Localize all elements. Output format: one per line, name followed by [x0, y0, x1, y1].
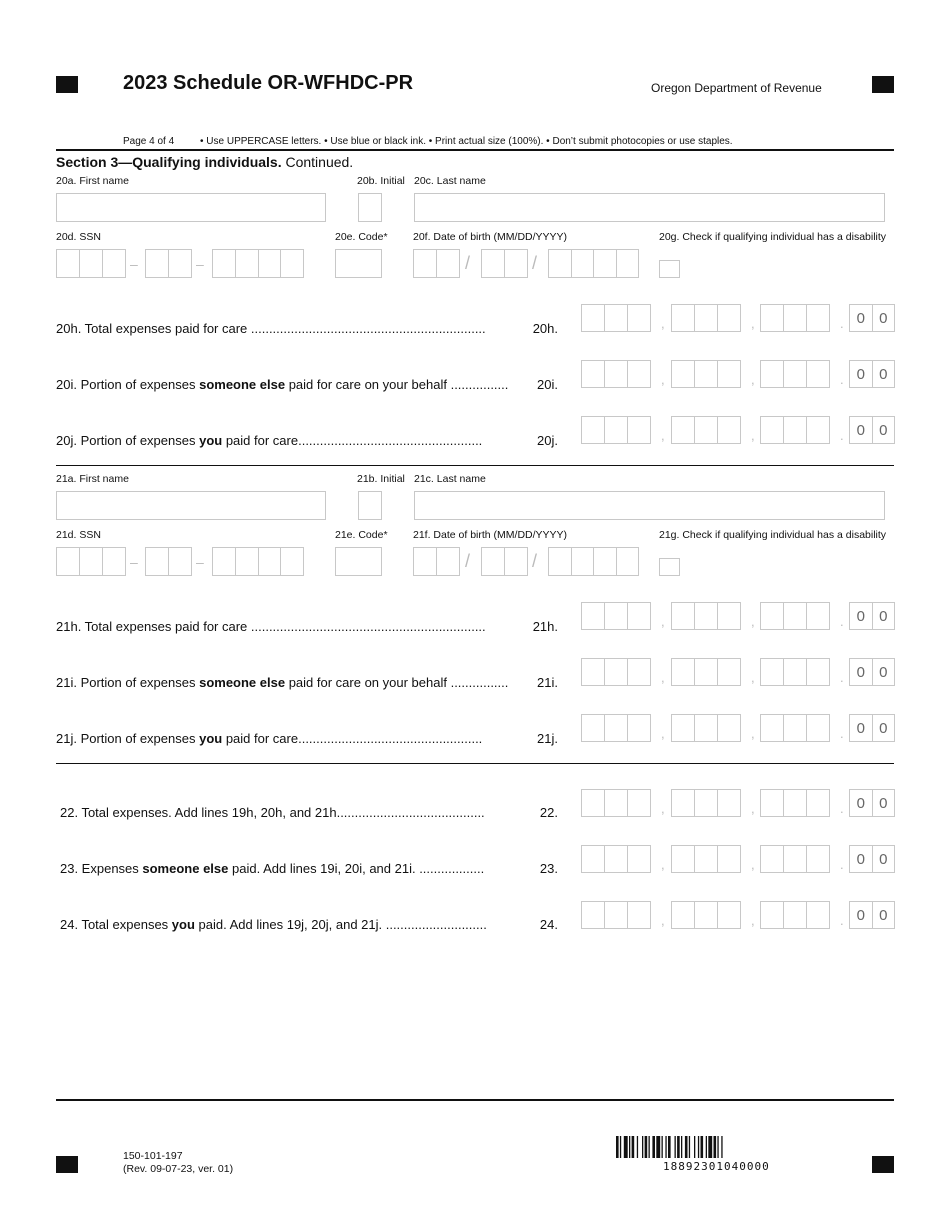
decimal-point: . — [840, 372, 844, 387]
line-24-label: 24. Total expenses you paid. Add lines 19j, 20j, and 21j. ............................ — [60, 917, 487, 932]
amount-digit-group[interactable] — [671, 901, 741, 929]
amount-digit-group[interactable] — [671, 360, 741, 388]
first-name-field[interactable] — [56, 491, 326, 520]
amount-digit-group[interactable] — [760, 304, 830, 332]
form-number: 150-101-197 — [123, 1150, 183, 1162]
decimal-point: . — [840, 857, 844, 872]
cents-digit: 0 — [850, 790, 873, 816]
ssn-field-part1[interactable] — [56, 547, 126, 576]
date-slash: / — [465, 253, 471, 273]
amount-digit-group[interactable] — [671, 602, 741, 630]
amount-digit-group[interactable] — [760, 416, 830, 444]
last-name-field[interactable] — [414, 491, 885, 520]
ssn-dash: – — [196, 256, 204, 272]
cents-digit: 0 — [879, 850, 888, 868]
last-name-label: 20c. Last name — [414, 175, 486, 187]
ssn-dash: – — [130, 554, 138, 570]
amount-digit-group[interactable] — [581, 789, 651, 817]
cents-digit: 0 — [850, 659, 873, 685]
thousands-separator: , — [661, 913, 665, 928]
last-name-field[interactable] — [414, 193, 885, 222]
date-slash: / — [532, 253, 538, 273]
barcode-bar — [665, 1136, 666, 1158]
divider — [56, 763, 894, 764]
cents-digit: 0 — [879, 906, 888, 924]
first-name-field[interactable] — [56, 193, 326, 222]
barcode-bar — [649, 1136, 650, 1158]
line-21h-label: 21h. Total expenses paid for care ................................................................. — [56, 619, 486, 634]
barcode-bar — [721, 1136, 722, 1158]
thousands-separator: , — [751, 857, 755, 872]
line-20h-label: 20h. Total expenses paid for care ................................................................. — [56, 321, 486, 336]
divider — [56, 465, 894, 466]
ssn-field-part3[interactable] — [212, 547, 304, 576]
amount-digit-group[interactable] — [671, 658, 741, 686]
barcode-number: 18892301040000 — [663, 1160, 770, 1173]
thousands-separator: , — [661, 372, 665, 387]
line-23-label: 23. Expenses someone else paid. Add lines 19i, 20i, and 21i. .................. — [60, 861, 485, 876]
barcode-bar — [708, 1136, 712, 1158]
header-rule — [56, 149, 894, 151]
registration-mark — [872, 1156, 894, 1173]
decimal-point: . — [840, 428, 844, 443]
thousands-separator: , — [661, 670, 665, 685]
amount-digit-group[interactable] — [760, 714, 830, 742]
barcode-bar — [662, 1136, 663, 1158]
cents-digit: 0 — [879, 309, 888, 327]
form-revision: (Rev. 09-07-23, ver. 01) — [123, 1163, 234, 1175]
thousands-separator: , — [751, 801, 755, 816]
amount-digit-group[interactable] — [581, 845, 651, 873]
amount-digit-group[interactable] — [760, 360, 830, 388]
page-number: Page 4 of 4 — [123, 136, 175, 147]
barcode-bar — [652, 1136, 655, 1158]
barcode-bar — [620, 1136, 621, 1158]
cents-field[interactable] — [849, 304, 895, 332]
barcode-bar — [645, 1136, 648, 1158]
amount-digit-group[interactable] — [760, 602, 830, 630]
last-name-label: 21c. Last name — [414, 473, 486, 485]
decimal-point: . — [840, 801, 844, 816]
form-title: 2023 Schedule OR-WFHDC-PR — [123, 72, 414, 94]
cents-digit: 0 — [879, 607, 888, 625]
amount-digit-group[interactable] — [581, 360, 651, 388]
cents-digit: 0 — [879, 794, 888, 812]
initial-label: 21b. Initial — [357, 473, 405, 485]
section-suffix: Continued. — [285, 154, 354, 170]
thousands-separator: , — [751, 913, 755, 928]
thousands-separator: , — [661, 857, 665, 872]
cents-digit: 0 — [850, 603, 873, 629]
line-20j-label: 20j. Portion of expenses you paid for care................................................... — [56, 433, 483, 448]
amount-digit-group[interactable] — [581, 714, 651, 742]
department-name: Oregon Department of Revenue — [651, 81, 822, 95]
line-21j-label: 21j. Portion of expenses you paid for care................................................... — [56, 731, 483, 746]
ssn-dash: – — [130, 256, 138, 272]
cents-digit: 0 — [879, 421, 888, 439]
thousands-separator: , — [661, 316, 665, 331]
code-label: 20e. Code* — [335, 231, 388, 243]
ssn-label: 20d. SSN — [56, 231, 101, 243]
dob-month-field[interactable] — [413, 547, 460, 576]
amount-digit-group[interactable] — [760, 901, 830, 929]
disability-label: 21g. Check if qualifying individual has a disability — [659, 529, 887, 541]
cents-digit: 0 — [850, 361, 873, 387]
barcode-bar — [624, 1136, 628, 1158]
barcode-bar — [675, 1136, 676, 1158]
ssn-field-part2[interactable] — [145, 547, 192, 576]
amount-digit-group[interactable] — [581, 602, 651, 630]
thousands-separator: , — [751, 316, 755, 331]
ssn-dash: – — [196, 554, 204, 570]
barcode-bar — [701, 1136, 704, 1158]
dob-month-field[interactable] — [413, 249, 460, 278]
barcode-bar — [637, 1136, 638, 1158]
decimal-point: . — [840, 614, 844, 629]
date-slash: / — [465, 551, 471, 571]
registration-mark — [56, 76, 78, 93]
form-id — [123, 1150, 233, 1176]
dob-day-field[interactable] — [481, 547, 528, 576]
amount-digit-group[interactable] — [581, 658, 651, 686]
registration-mark — [56, 1156, 78, 1173]
initial-field[interactable] — [358, 193, 382, 222]
ssn-field-part2[interactable] — [145, 249, 192, 278]
thousands-separator: , — [661, 614, 665, 629]
disability-checkbox[interactable] — [659, 558, 680, 576]
barcode — [616, 1136, 828, 1158]
amount-digit-group[interactable] — [671, 304, 741, 332]
barcode-bar — [717, 1136, 718, 1158]
footer-rule — [56, 1099, 894, 1101]
line-22-number: 22. — [539, 805, 558, 820]
line-20j-number: 20j. — [537, 433, 558, 448]
cents-digit: 0 — [850, 902, 873, 928]
first-name-label: 20a. First name — [56, 175, 129, 187]
barcode-bar — [685, 1136, 688, 1158]
disability-checkbox[interactable] — [659, 260, 680, 278]
dob-label: 20f. Date of birth (MM/DD/YYYY) — [413, 231, 568, 243]
barcode-bar — [642, 1136, 643, 1158]
date-slash: / — [532, 551, 538, 571]
amount-digit-group[interactable] — [671, 789, 741, 817]
line-20h-number: 20h. — [532, 321, 558, 336]
barcode-bar — [689, 1136, 690, 1158]
dob-label: 21f. Date of birth (MM/DD/YYYY) — [413, 529, 568, 541]
decimal-point: . — [840, 670, 844, 685]
line-21h-number: 21h. — [532, 619, 558, 634]
amount-digit-group[interactable] — [760, 658, 830, 686]
ssn-field-part1[interactable] — [56, 249, 126, 278]
thousands-separator: , — [751, 726, 755, 741]
barcode-bar — [668, 1136, 671, 1158]
amount-digit-group[interactable] — [671, 416, 741, 444]
cents-field[interactable] — [849, 416, 895, 444]
thousands-separator: , — [661, 801, 665, 816]
dob-year-field[interactable] — [548, 547, 639, 576]
line-22-label: 22. Total expenses. Add lines 19h, 20h, and 21h......................................... — [60, 805, 485, 820]
line-23-number: 23. — [539, 861, 558, 876]
thousands-separator: , — [661, 726, 665, 741]
thousands-separator: , — [661, 428, 665, 443]
line-24-number: 24. — [539, 917, 558, 932]
amount-digit-group[interactable] — [760, 845, 830, 873]
barcode-bar — [694, 1136, 695, 1158]
barcode-bar — [714, 1136, 717, 1158]
barcode-bar — [656, 1136, 660, 1158]
code-field[interactable] — [335, 249, 382, 278]
cents-field[interactable] — [849, 714, 895, 742]
cents-field[interactable] — [849, 360, 895, 388]
code-field[interactable] — [335, 547, 382, 576]
line-21j-number: 21j. — [537, 731, 558, 746]
instructions: • Use UPPERCASE letters. • Use blue or black ink. • Print actual size (100%). • Don’t submit photocopies or use staples. — [200, 136, 733, 147]
registration-mark — [872, 76, 894, 93]
cents-field[interactable] — [849, 901, 895, 929]
initial-field[interactable] — [358, 491, 382, 520]
dob-year-field[interactable] — [548, 249, 639, 278]
amount-digit-group[interactable] — [581, 304, 651, 332]
cents-digit: 0 — [850, 846, 873, 872]
first-name-label: 21a. First name — [56, 473, 129, 485]
thousands-separator: , — [751, 372, 755, 387]
barcode-bar — [706, 1136, 707, 1158]
line-20i-label: 20i. Portion of expenses someone else paid for care on your behalf ................ — [56, 377, 509, 392]
barcode-bar — [677, 1136, 680, 1158]
ssn-field-part3[interactable] — [212, 249, 304, 278]
cents-digit: 0 — [850, 417, 873, 443]
barcode-bar — [632, 1136, 635, 1158]
cents-field[interactable] — [849, 789, 895, 817]
cents-digit: 0 — [879, 663, 888, 681]
cents-field[interactable] — [849, 602, 895, 630]
barcode-bar — [681, 1136, 682, 1158]
cents-field[interactable] — [849, 845, 895, 873]
cents-field[interactable] — [849, 658, 895, 686]
amount-digit-group[interactable] — [581, 901, 651, 929]
amount-digit-group[interactable] — [581, 416, 651, 444]
decimal-point: . — [840, 316, 844, 331]
dob-day-field[interactable] — [481, 249, 528, 278]
barcode-bar — [616, 1136, 619, 1158]
amount-digit-group[interactable] — [671, 714, 741, 742]
cents-digit: 0 — [879, 365, 888, 383]
code-label: 21e. Code* — [335, 529, 388, 541]
section-heading — [56, 154, 353, 170]
amount-digit-group[interactable] — [760, 789, 830, 817]
cents-digit: 0 — [879, 719, 888, 737]
section-title: Section 3—Qualifying individuals. — [56, 154, 282, 170]
barcode-bar — [629, 1136, 630, 1158]
line-21i-label: 21i. Portion of expenses someone else paid for care on your behalf ................ — [56, 675, 509, 690]
thousands-separator: , — [751, 614, 755, 629]
line-20i-number: 20i. — [537, 377, 558, 392]
disability-label: 20g. Check if qualifying individual has a disability — [659, 231, 887, 243]
cents-digit: 0 — [850, 715, 873, 741]
thousands-separator: , — [751, 670, 755, 685]
decimal-point: . — [840, 913, 844, 928]
initial-label: 20b. Initial — [357, 175, 405, 187]
amount-digit-group[interactable] — [671, 845, 741, 873]
decimal-point: . — [840, 726, 844, 741]
cents-digit: 0 — [850, 305, 873, 331]
barcode-bar — [698, 1136, 699, 1158]
thousands-separator: , — [751, 428, 755, 443]
line-21i-number: 21i. — [537, 675, 558, 690]
ssn-label: 21d. SSN — [56, 529, 101, 541]
